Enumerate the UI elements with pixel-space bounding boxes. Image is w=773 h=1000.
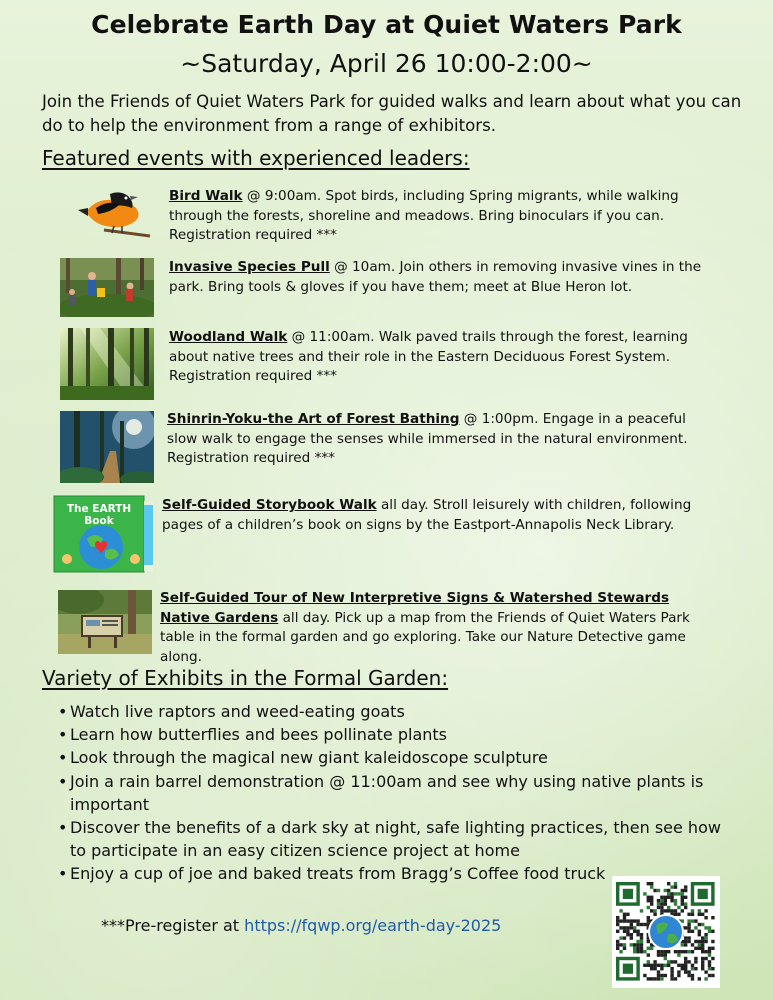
earth-book-cover-image	[53, 495, 153, 573]
oriole-bird-image	[76, 186, 152, 244]
volunteers-image	[60, 258, 154, 317]
preregister-prefix: ***Pre-register at	[101, 916, 245, 935]
event-desc-woodland-walk: @ 11:00am. Walk paved trails through the forest, learning about native trees and their role in the Eastern Deciduous Forest System. Registration required ***	[169, 329, 688, 384]
event-desc-forest-bathing: @ 1:00pm. Engage in a peaceful slow walk to engage the senses while immersed in the natural environment. Registration required ***	[167, 411, 688, 466]
event-name-invasive-species-pull: Invasive Species Pull	[169, 259, 330, 275]
event-name-bird-walk: Bird Walk	[169, 188, 243, 204]
event-interpretive-signs-tour	[160, 589, 720, 667]
qr-code-image[interactable]	[612, 876, 720, 988]
event-name-interpretive-signs-tour: Self-Guided Tour of New Interpretive Signs & Watershed Stewards Native Gardens	[160, 590, 670, 626]
page-title: Celebrate Earth Day at Quiet Waters Park	[91, 10, 682, 39]
event-desc-interpretive-signs-tour: all day. Pick up a map from the Friends of Quiet Waters Park table in the formal garden and go exploring. Take our Nature Detective game along.	[160, 609, 690, 665]
event-invasive-species-pull	[169, 258, 709, 297]
list-item: • Discover the benefits of a dark sky at night, safe lighting practices, then see how to participate in an easy citizen science project at home	[58, 816, 738, 862]
list-item: • Learn how butterflies and bees pollinate plants	[58, 723, 738, 746]
event-storybook-walk	[162, 496, 712, 535]
event-forest-bathing	[167, 410, 707, 469]
list-item: • Enjoy a cup of joe and baked treats from Bragg’s Coffee food truck	[58, 862, 738, 885]
preregister-note	[101, 916, 501, 935]
interpretive-sign-image	[58, 590, 152, 654]
forest-sunlight-image	[60, 328, 154, 400]
event-name-storybook-walk: Self-Guided Storybook Walk	[162, 497, 377, 513]
event-name-forest-bathing: Shinrin-Yoku-the Art of Forest Bathing	[167, 411, 460, 427]
list-item: • Look through the magical new giant kaleidoscope sculpture	[58, 746, 738, 769]
exhibits-list	[58, 700, 738, 886]
event-desc-bird-walk: @ 9:00am. Spot birds, including Spring migrants, while walking through the forests, shoreline and meadows. Bring binoculars if you can. Registration required ***	[169, 188, 679, 243]
exhibits-heading: Variety of Exhibits in the Formal Garden:	[42, 666, 449, 690]
event-desc-storybook-walk: all day. Stroll leisurely with children, following pages of a children’s book on signs by the Eastport-Annapolis Neck Library.	[162, 497, 692, 533]
forest-path-image	[60, 411, 154, 483]
event-bird-walk	[169, 187, 709, 246]
list-item: • Join a rain barrel demonstration @ 11:00am and see why using native plants is important	[58, 770, 738, 816]
event-name-woodland-walk: Woodland Walk	[169, 329, 288, 345]
preregister-link[interactable]: https://fqwp.org/earth-day-2025	[244, 916, 502, 935]
list-item: • Watch live raptors and weed-eating goats	[58, 700, 738, 723]
intro-text: Join the Friends of Quiet Waters Park for guided walks and learn about what you can do to help the environment from a range of exhibitors.	[42, 92, 742, 135]
featured-events-heading: Featured events with experienced leaders:	[42, 146, 470, 170]
event-date: ~Saturday, April 26 10:00-2:00~	[180, 49, 593, 78]
event-desc-invasive-species-pull: @ 10am. Join others in removing invasive vines in the park. Bring tools & gloves if you have them; meet at Blue Heron lot.	[169, 259, 702, 295]
event-woodland-walk	[169, 328, 709, 387]
globe-icon	[648, 914, 684, 950]
book-title-text: The EARTH Book	[66, 503, 132, 527]
